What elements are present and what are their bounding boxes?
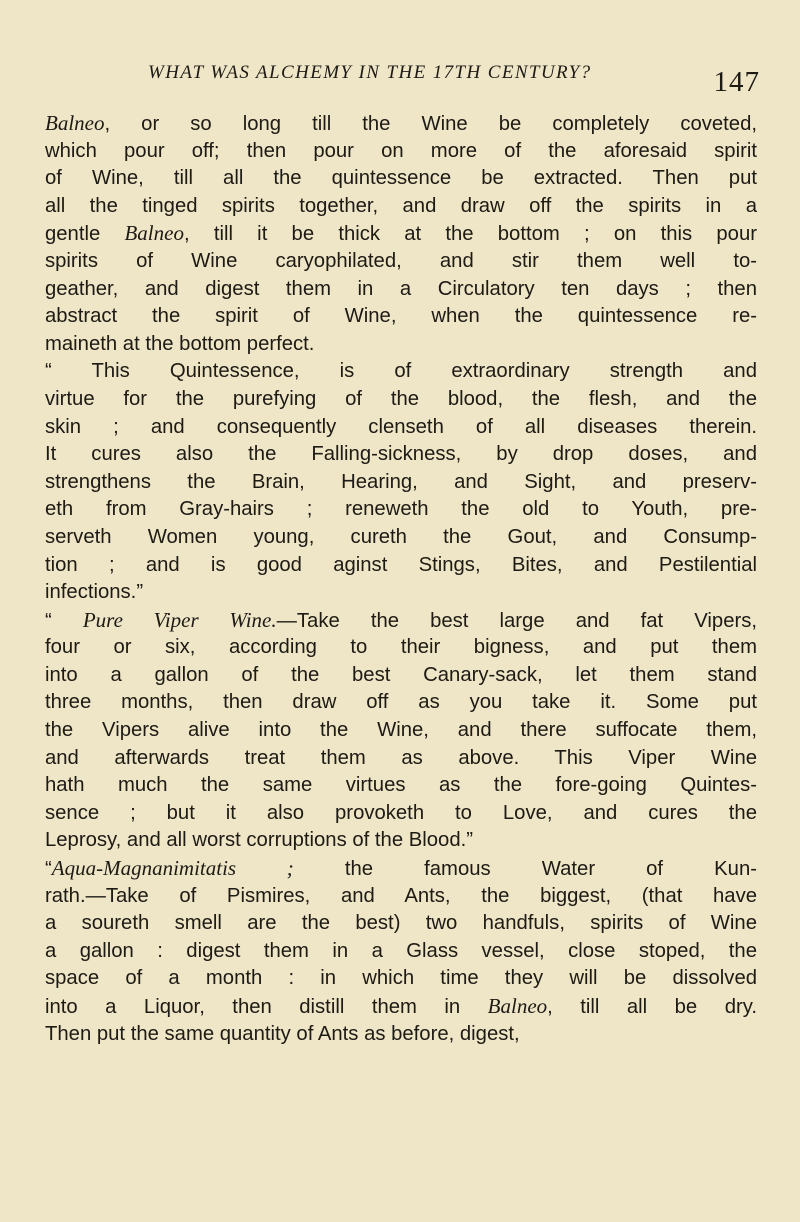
text-line [45,110,757,138]
running-head [148,56,760,96]
text-run: geather, and digest them in a Circulatory ten days ; then [45,277,757,300]
text-run: , till all be dry. [547,996,757,1018]
text-run: of Wine, till all the quintessence be extracted. Then put [45,167,757,190]
text-line [45,331,757,359]
text-line [45,607,757,635]
text-line [45,579,757,607]
text-run: into a Liquor, then distill them in [45,996,488,1018]
text-run: all the tinged spirits together, and draw off the spirits in a [45,194,757,217]
text-line [45,303,757,331]
text-run: a soureth smell are the best) two handfuls, spirits of Wine [45,912,757,935]
text-run: Then put the same quantity of Ants as before, digest, [45,1022,520,1045]
text-line [45,165,757,193]
text-run: Leprosy, and all worst corruptions of the Blood.” [45,829,474,852]
text-line [45,414,757,442]
running-title: WHAT WAS ALCHEMY IN THE 17TH CENTURY? [148,62,592,83]
text-run: three months, then draw off as you take it. Some put [45,691,757,714]
text-run: It cures also the Falling-sickness, by drop doses, and [45,443,757,466]
text-run: abstract the spirit of Wine, when the quintessence re- [45,305,757,328]
text-line [45,276,757,304]
body-text [45,110,757,1048]
italic-text: Balneo [124,221,184,246]
text-run: gentle [45,223,125,246]
text-line [45,662,757,690]
text-run: , or so long till the Wine be completely coveted, [104,113,757,135]
text-run: , till it be thick at the bottom ; on this pour [183,223,757,246]
text-run: “ [45,858,52,881]
text-line [45,910,757,938]
text-run: rath.—Take of Pismires, and Ants, the biggest, (that have [45,884,757,907]
text-run: the famous Water of Kun- [293,858,757,881]
text-run: spirits of Wine caryophilated, and stir them well to- [45,249,757,272]
text-line [45,800,757,828]
page-number: 147 [713,66,760,98]
text-line [45,827,757,855]
text-line [45,441,757,469]
text-run: virtue for the purefying of the blood, the flesh, and the [45,387,757,410]
text-line [45,496,757,524]
text-line [45,745,757,773]
italic-text: Balneo [487,994,548,1018]
text-line [45,358,757,386]
text-run: “ [45,609,83,632]
text-run: maineth at the bottom perfect. [45,332,315,355]
text-line [45,524,757,552]
text-line [45,634,757,662]
text-run: sence ; but it also provoketh to Love, and cures the [45,801,757,824]
text-line [45,883,757,911]
text-line [45,772,757,800]
text-line [45,220,757,248]
text-run: strengthens the Brain, Hearing, and Sight, and preserv- [45,470,757,493]
italic-text: Pure Viper Wine. [82,607,277,632]
text-run: and afterwards treat them as above. This Viper Wine [45,746,757,769]
text-line [45,386,757,414]
text-run: four or six, according to their bigness, and put them [45,636,757,659]
text-run: space of a month : in which time they will be dissolved [45,967,757,990]
text-line [45,552,757,580]
text-run: infections.” [45,581,144,604]
italic-text: Aqua-Magnanimitatis ; [51,856,294,881]
text-run: into a gallon of the best Canary-sack, let them stand [45,663,757,686]
text-line [45,138,757,166]
text-run: which pour off; then pour on more of the aforesaid spirit [45,139,757,162]
text-line [45,469,757,497]
text-run: skin ; and consequently clenseth of all diseases therein. [45,415,757,438]
text-line [45,938,757,966]
text-line [45,689,757,717]
text-line [45,965,757,993]
text-run: a gallon : digest them in a Glass vessel, close stoped, the [45,939,757,962]
text-run: —Take the best large and fat Vipers, [276,609,757,632]
text-line [45,248,757,276]
text-line [45,193,757,221]
text-run: “ This Quintessence, is of extraordinary strength and [45,360,757,383]
text-run: the Vipers alive into the Wine, and there suffocate them, [45,719,757,742]
text-run: tion ; and is good aginst Stings, Bites, and Pestilential [45,553,757,576]
italic-text: Balneo [45,111,105,135]
text-line [45,717,757,745]
text-run: eth from Gray-hairs ; reneweth the old to Youth, pre- [45,498,757,521]
text-line [45,855,757,883]
text-run: serveth Women young, cureth the Gout, and Consump- [45,525,757,548]
text-line [45,993,757,1021]
text-line [45,1021,757,1049]
text-run: hath much the same virtues as the fore-going Quintes- [45,774,757,797]
